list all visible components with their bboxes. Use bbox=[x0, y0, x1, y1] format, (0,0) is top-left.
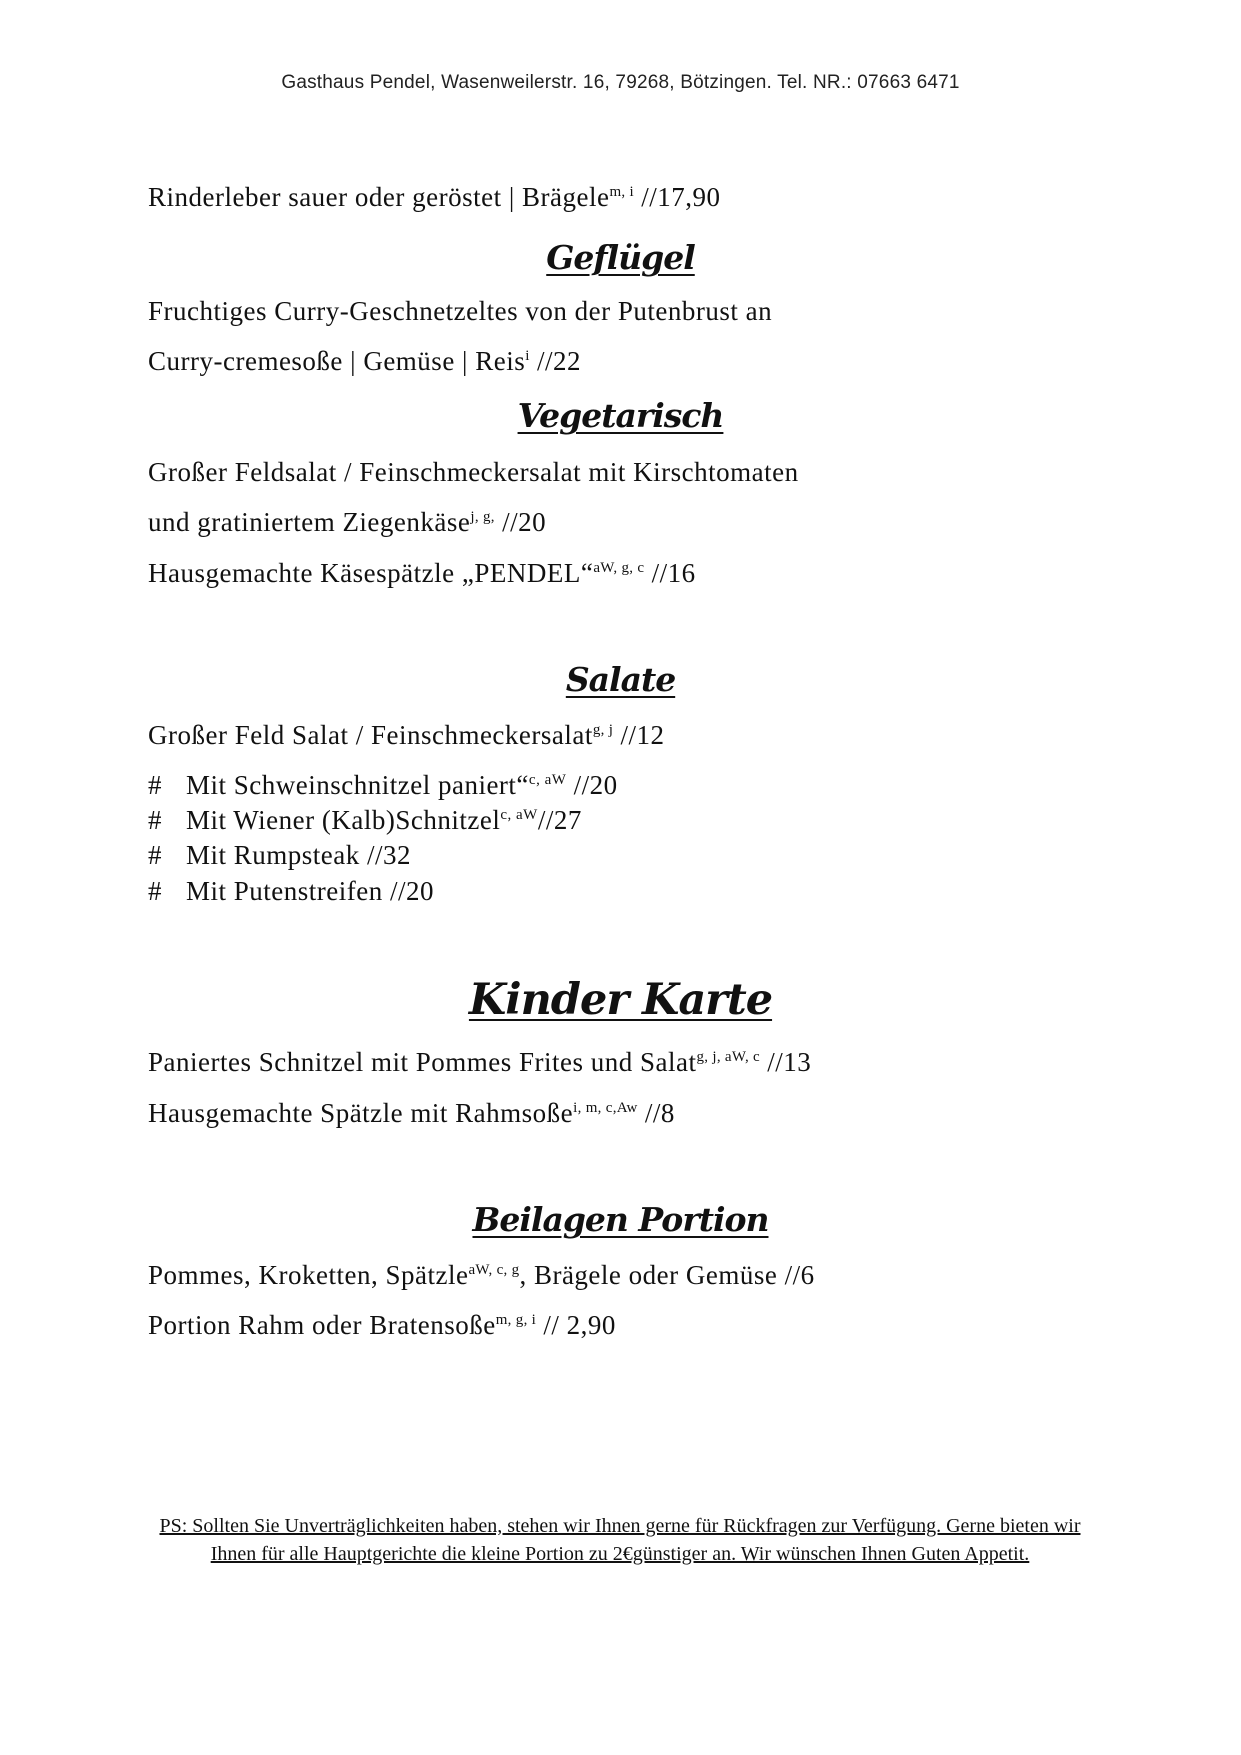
menu-item-kinder-spaetzle: Hausgemachte Spätzle mit Rahmsoße$^{i, m, c,Aw}$ //8 bbox=[148, 1098, 675, 1128]
menu-item-beilagen: Pommes, Kroketten, Spätzle$^{aW, c, g}$, Brägele oder Gemüse //6 bbox=[148, 1260, 815, 1290]
menu-item-kaesespaetzle: Hausgemachte Käsespätzle „PENDEL“$^{aW, g, c}$ //16 bbox=[148, 558, 696, 588]
menu-item-feldsalat-line2: und gratiniertem Ziegenkäse$^{j, g,}$ //20 bbox=[148, 507, 547, 537]
salat-option: # Mit Rumpsteak //32 bbox=[148, 840, 411, 870]
salat-option: # Mit Wiener (Kalb)Schnitzel$^{c, aW}$//27 bbox=[148, 805, 582, 835]
menu-item-feldsalat-line1: Großer Feldsalat / Feinschmeckersalat mit Kirschtomaten bbox=[148, 457, 799, 487]
section-title-vegetarisch: Vegetarisch bbox=[517, 396, 724, 435]
menu-item-sosse: Portion Rahm oder Bratensoße$^{m, g, i}$ // 2,90 bbox=[148, 1310, 616, 1340]
section-title-gefluegel: Geflügel bbox=[546, 238, 695, 277]
menu-item-curry-line2: Curry-cremesoße | Gemüse | Reis$^i$ //22 bbox=[148, 346, 581, 376]
menu-item-curry-line1: Fruchtiges Curry-Geschnetzeltes von der Putenbrust an bbox=[148, 296, 773, 326]
menu-item-rinderleber: Rinderleber sauer oder geröstet | Brägele$^{m, i}$ //17,90 bbox=[148, 182, 721, 212]
section-title-kinder-karte: Kinder Karte bbox=[468, 975, 773, 1025]
restaurant-header: Gasthaus Pendel, Wasenweilerstr. 16, 79268, Bötzingen. Tel. NR.: 07663 6471 bbox=[281, 72, 960, 93]
salat-option: # Mit Schweinschnitzel paniert“$^{c, aW}$ //20 bbox=[148, 770, 618, 800]
salat-option: # Mit Putenstreifen //20 bbox=[148, 876, 434, 906]
section-title-beilagen: Beilagen Portion bbox=[472, 1200, 769, 1239]
menu-item-salat-main: Großer Feld Salat / Feinschmeckersalat$^{g, j}$ //12 bbox=[148, 720, 665, 750]
footer-note: PS: Sollten Sie Unverträglichkeiten haben, stehen wir Ihnen gerne für Rückfragen zur Verfügung. Gerne bieten wir Ihnen für alle Hauptgerichte die kleine Portion zu 2€günstiger an. Wir wünschen Ihnen Guten Appetit. bbox=[159, 1515, 1081, 1565]
section-title-salate: Salate bbox=[565, 660, 676, 699]
menu-item-kinder-schnitzel: Paniertes Schnitzel mit Pommes Frites und Salat$^{g, j, aW, c}$ //13 bbox=[148, 1047, 812, 1077]
